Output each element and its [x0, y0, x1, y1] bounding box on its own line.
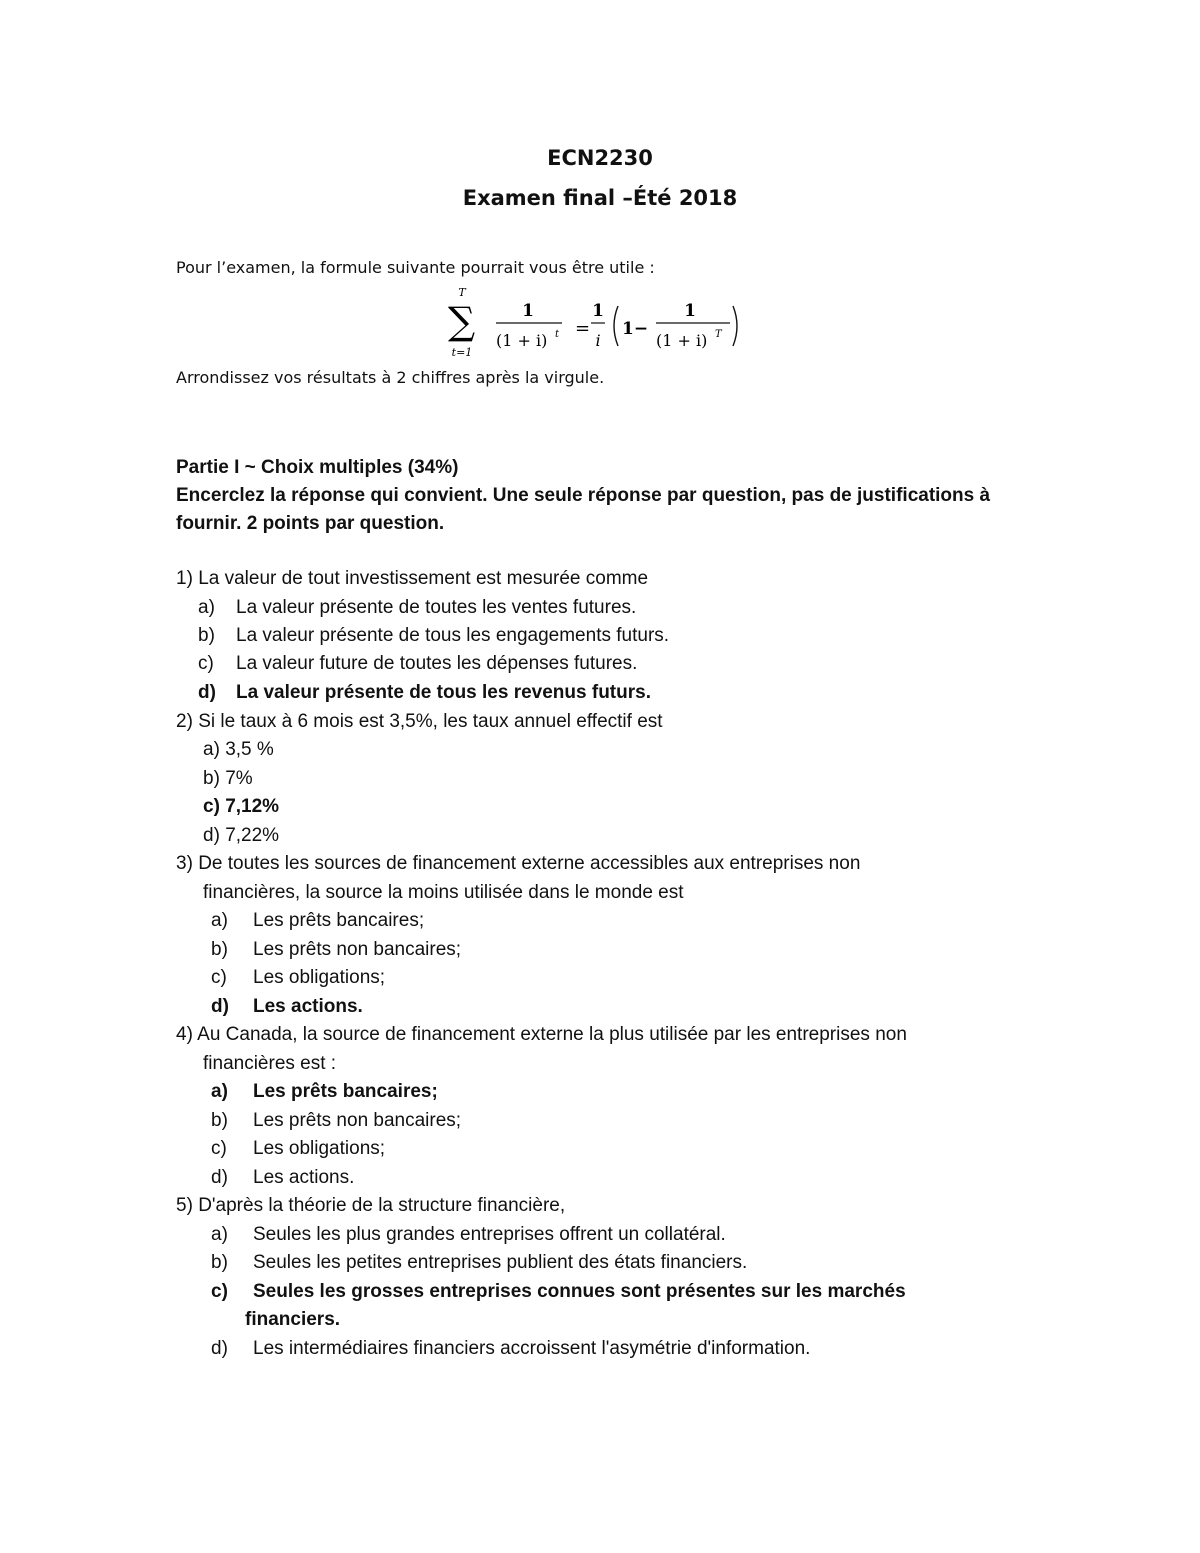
- option-4a-correct[interactable]: a) Les prêts bancaires;: [211, 1081, 438, 1102]
- option-5d[interactable]: d) Les intermédiaires financiers accroissent l'asymétrie d'information.: [211, 1338, 811, 1359]
- course-code: ECN2230: [547, 146, 653, 170]
- question-1: [176, 568, 648, 590]
- sum-upper-limit: T: [458, 286, 466, 299]
- fraction-denominator: (1 + i): [496, 331, 548, 350]
- option-5a[interactable]: a) Seules les plus grandes entreprises offrent un collatéral.: [211, 1224, 726, 1245]
- option-4c[interactable]: c) Les obligations;: [211, 1138, 386, 1159]
- option-1b[interactable]: b) La valeur présente de tous les engagements futurs.: [198, 625, 670, 646]
- option-5c-cont: financiers.: [245, 1309, 341, 1330]
- one-minus: 1−: [622, 319, 649, 339]
- option-2b[interactable]: b) 7%: [203, 768, 253, 789]
- option-5b[interactable]: b) Seules les petites entreprises publient des états financiers.: [211, 1252, 748, 1273]
- inner-denominator: (1 + i): [656, 331, 708, 350]
- fraction-numerator: 1: [522, 301, 534, 321]
- section-instructions: Encerclez la réponse qui convient. Une seule réponse par question, pas de justifications à fournir. 2 points par question.: [176, 485, 991, 534]
- sum-lower-limit: t=1: [451, 346, 473, 359]
- option-2c-correct[interactable]: c) 7,12%: [203, 796, 280, 817]
- question-5: 5) D'après la théorie de la structure financière,: [176, 1195, 566, 1216]
- rounding-note: Arrondissez vos résultats à 2 chiffres après la virgule.: [176, 368, 605, 387]
- option-4b[interactable]: b) Les prêts non bancaires;: [211, 1110, 462, 1131]
- question-number: 1): [176, 568, 193, 589]
- option-3a[interactable]: a) Les prêts bancaires;: [211, 910, 425, 931]
- exponent-t: t: [555, 329, 560, 340]
- section-title: Partie I ~ Choix multiples (34%): [176, 457, 459, 478]
- equals-sign: =: [575, 318, 591, 339]
- factor-denominator: i: [595, 331, 601, 350]
- option-1c[interactable]: c) La valeur future de toutes les dépenses futures.: [198, 653, 638, 674]
- right-paren: [733, 306, 737, 346]
- option-1a[interactable]: a) La valeur présente de toutes les ventes futures.: [198, 597, 637, 618]
- option-5c-correct[interactable]: c) Seules les grosses entreprises connues sont présentes sur les marchés: [211, 1281, 906, 1302]
- option-2a[interactable]: a) 3,5 %: [203, 739, 274, 760]
- question-4: 4) Au Canada, la source de financement externe la plus utilisée par les entreprises non: [176, 1024, 907, 1045]
- exponent-T: T: [715, 329, 722, 340]
- sigma-symbol: ∑: [448, 299, 476, 343]
- option-3c[interactable]: c) Les obligations;: [211, 967, 386, 988]
- question-text: La valeur de tout investissement est mesurée comme: [198, 568, 649, 589]
- option-3d-correct[interactable]: d) Les actions.: [211, 996, 363, 1017]
- option-2d[interactable]: d) 7,22%: [203, 825, 280, 846]
- question-4-cont: financières est :: [203, 1053, 337, 1074]
- inner-numerator: 1: [684, 301, 696, 321]
- formula-note: Pour l’examen, la formule suivante pourrait vous être utile :: [176, 258, 655, 277]
- question-3-cont: financières, la source la moins utilisée dans le monde est: [203, 882, 684, 903]
- annuity-formula: [440, 282, 780, 362]
- question-2: 2) Si le taux à 6 mois est 3,5%, les taux annuel effectif est: [176, 711, 663, 732]
- option-1d-correct[interactable]: d) La valeur présente de tous les revenus futurs.: [198, 682, 651, 703]
- factor-numerator: 1: [592, 301, 604, 321]
- exam-title: Examen final –Été 2018: [462, 186, 738, 210]
- option-3b[interactable]: b) Les prêts non bancaires;: [211, 939, 462, 960]
- question-3: 3) De toutes les sources de financement externe accessibles aux entreprises non: [176, 853, 861, 874]
- option-4d[interactable]: d) Les actions.: [211, 1167, 355, 1188]
- left-paren: [614, 306, 618, 346]
